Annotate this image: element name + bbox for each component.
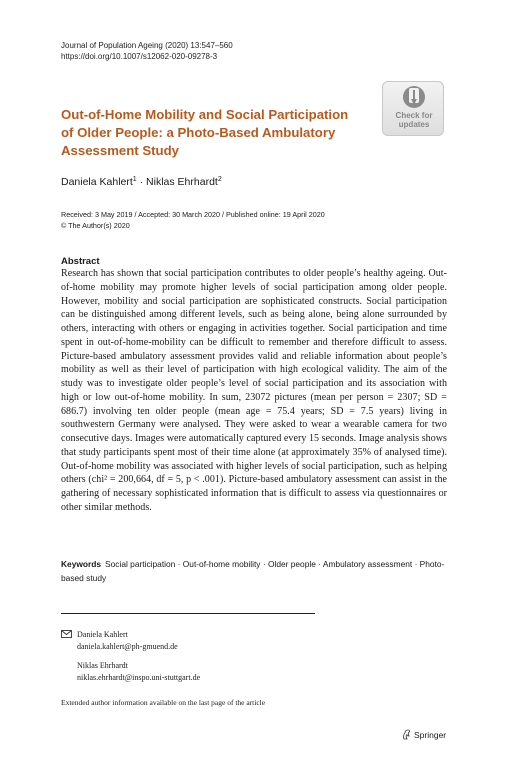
copyright-line: © The Author(s) 2020 (61, 221, 130, 230)
envelope-icon (61, 630, 72, 638)
title-line-2: of Older People: a Photo-Based Ambulatory (61, 125, 336, 140)
springer-horse-icon (402, 729, 411, 740)
author-list (61, 176, 222, 188)
author-info-footnote: Extended author information available on the last page of the article (61, 698, 266, 707)
keywords-label: Keywords (61, 559, 102, 569)
footnote-divider (61, 613, 315, 614)
author-affiliation-2: 2 (217, 176, 222, 183)
doi-link[interactable]: https://doi.org/10.1007/s12062-020-09278-3 (61, 52, 218, 61)
keywords-list: Social participation · Out-of-home mobility · Older people · Ambulatory assessment · Photo-based study (61, 559, 445, 583)
contact-email-1[interactable]: daniela.kahlert@ph-gmuend.de (77, 642, 178, 651)
journal-citation: Journal of Population Ageing (2020) 13:547–560 (61, 41, 233, 50)
publisher-logo (402, 729, 446, 740)
contact-1 (77, 629, 178, 653)
badge-label (383, 112, 445, 129)
author-affiliation-1: 1 (132, 176, 137, 183)
abstract-text: Research has shown that social participation contributes to older people’s healthy ageing. Out-of-home mobility may promote higher levels of social participation among older people. However, mobility and social participation are sophisticated constructs. Social participation can be distinguished among different levels, such as being alone, being alone surrounded by others, interacting with others or engaging in activities together. Social participation and time spent in out-of-home-mobility can be difficult to remember and therefore difficult to assess. Picture-based ambulatory assessment provides valid and reliable information about people’s mobility as well as their level of participation with high ecological validity. The aim of the study was to investigate older people’s level of social participation and its association with high or low out-of-home mobility. In sum, 23072 pictures (mean per person = 2307; SD = 686.7) involving ten older people (mean age = 75.4 years; SD = 7.5 years) living in southwestern Germany were analysed. They were asked to wear a wearable camera for two consecutive days. Images were automatically captured every 15 seconds. Image analysis shows that study participants spent most of their time alone (at approximately 35% of analysed time). Out-of-home mobility was associated with higher levels of social participation, such as helping others (chi² = 200,664, df = 5, p < .001). Picture-based ambulatory assessment can assist in the gathering of necessary sophisticated information that is difficult to assess via questionnaires or other similar methods. (61, 268, 447, 513)
contact-name-2: Niklas Ehrhardt (77, 661, 128, 670)
title-line-1: Out-of-Home Mobility and Social Participation (61, 107, 349, 122)
author-separator: · (139, 176, 144, 188)
badge-label-line-1: Check for (395, 111, 433, 120)
author-name-1[interactable]: Daniela Kahlert (61, 176, 133, 188)
badge-label-line-2: updates (398, 119, 430, 129)
contact-name-1: Daniela Kahlert (77, 630, 128, 639)
publication-dates (61, 209, 325, 231)
contact-2 (77, 660, 200, 684)
keywords (61, 558, 447, 585)
check-for-updates-badge[interactable] (382, 81, 444, 136)
check-for-updates-icon (402, 85, 426, 111)
author-name-2[interactable]: Niklas Ehrhardt (146, 176, 218, 188)
journal-header (61, 40, 233, 62)
abstract-heading: Abstract (61, 256, 100, 267)
title-line-3: Assessment Study (61, 143, 179, 158)
article-title (61, 106, 361, 160)
publisher-name: Springer (414, 729, 447, 740)
contact-email-2[interactable]: niklas.ehrhardt@inspo.uni-stuttgart.de (77, 673, 201, 682)
dates-line: Received: 3 May 2019 / Accepted: 30 March 2020 / Published online: 19 April 2020 (61, 210, 325, 219)
